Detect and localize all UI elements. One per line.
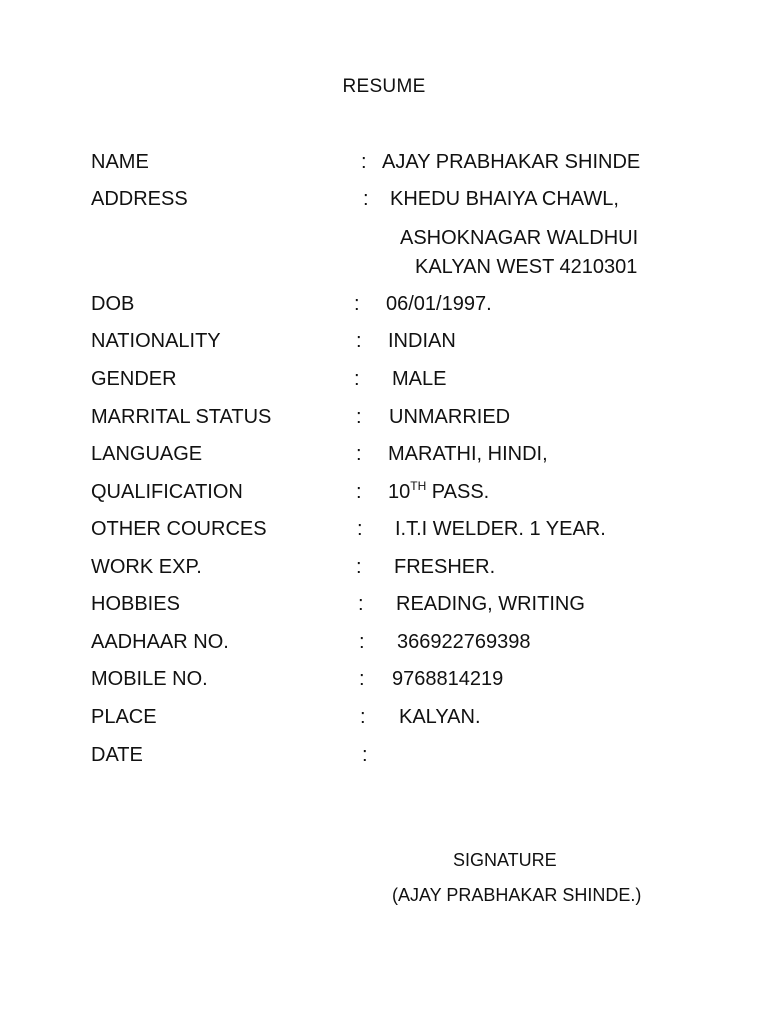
other-courses-colon: :	[357, 518, 363, 540]
dob-colon: :	[354, 293, 360, 315]
address-line1: KHEDU BHAIYA CHAWL,	[390, 188, 619, 210]
name-label: NAME	[91, 151, 149, 173]
gender-label: GENDER	[91, 368, 177, 390]
place-value: KALYAN.	[399, 706, 481, 728]
language-label: LANGUAGE	[91, 443, 203, 465]
qualification-label: QUALIFICATION	[91, 481, 243, 503]
date-label: DATE	[91, 744, 143, 766]
qualification-rest: PASS.	[426, 481, 490, 503]
qualification-colon: :	[356, 481, 362, 503]
nationality-label: NATIONALITY	[91, 330, 221, 352]
work-exp-value: FRESHER.	[394, 556, 496, 578]
nationality-colon: :	[356, 330, 362, 352]
other-courses-value: I.T.I WELDER. 1 YEAR.	[395, 518, 606, 540]
marital-colon: :	[356, 406, 362, 428]
language-row	[0, 442, 768, 466]
address-line3: KALYAN WEST 4210301	[415, 256, 638, 278]
dob-value: 06/01/1997.	[386, 293, 492, 315]
nationality-row	[0, 329, 768, 353]
other-courses-row	[0, 517, 768, 541]
gender-colon: :	[354, 368, 360, 390]
nationality-value: INDIAN	[388, 330, 456, 352]
other-courses-label: OTHER COURCES	[91, 518, 267, 540]
signature-label: SIGNATURE	[453, 850, 557, 870]
name-row	[0, 150, 768, 174]
resume-title: RESUME	[342, 76, 426, 97]
mobile-value: 9768814219	[392, 668, 504, 690]
work-exp-row	[0, 555, 768, 579]
gender-row	[0, 367, 768, 391]
place-label: PLACE	[91, 706, 157, 728]
aadhaar-label: AADHAAR NO.	[91, 631, 229, 653]
mobile-colon: :	[359, 668, 365, 690]
language-colon: :	[356, 443, 362, 465]
address-row	[0, 187, 768, 211]
hobbies-label: HOBBIES	[91, 593, 180, 615]
marital-value: UNMARRIED	[389, 406, 511, 428]
mobile-label: MOBILE NO.	[91, 668, 208, 690]
hobbies-value: READING, WRITING	[396, 593, 585, 615]
qualification-value	[388, 480, 489, 504]
dob-label: DOB	[91, 293, 135, 315]
qualification-row	[0, 480, 768, 504]
place-colon: :	[360, 706, 366, 728]
qualification-superscript: TH	[410, 479, 427, 493]
name-value: AJAY PRABHAKAR SHINDE	[382, 151, 641, 173]
aadhaar-value: 366922769398	[397, 631, 531, 653]
date-row	[0, 743, 768, 767]
address-colon: :	[363, 188, 369, 210]
language-value: MARATHI, HINDI,	[388, 443, 548, 465]
date-colon: :	[362, 744, 368, 766]
hobbies-row	[0, 592, 768, 616]
address-line2: ASHOKNAGAR WALDHUI	[400, 227, 639, 249]
address-label: ADDRESS	[91, 188, 188, 210]
aadhaar-colon: :	[359, 631, 365, 653]
place-row	[0, 705, 768, 729]
aadhaar-row	[0, 630, 768, 654]
signature-name: (AJAY PRABHAKAR SHINDE.)	[392, 885, 642, 905]
name-colon: :	[361, 151, 367, 173]
mobile-row	[0, 667, 768, 691]
marital-label: MARRITAL STATUS	[91, 406, 272, 428]
qualification-number: 10	[388, 481, 411, 503]
gender-value: MALE	[392, 368, 447, 390]
hobbies-colon: :	[358, 593, 364, 615]
dob-row	[0, 292, 768, 316]
marital-row	[0, 405, 768, 429]
work-exp-label: WORK EXP.	[91, 556, 202, 578]
work-exp-colon: :	[356, 556, 362, 578]
